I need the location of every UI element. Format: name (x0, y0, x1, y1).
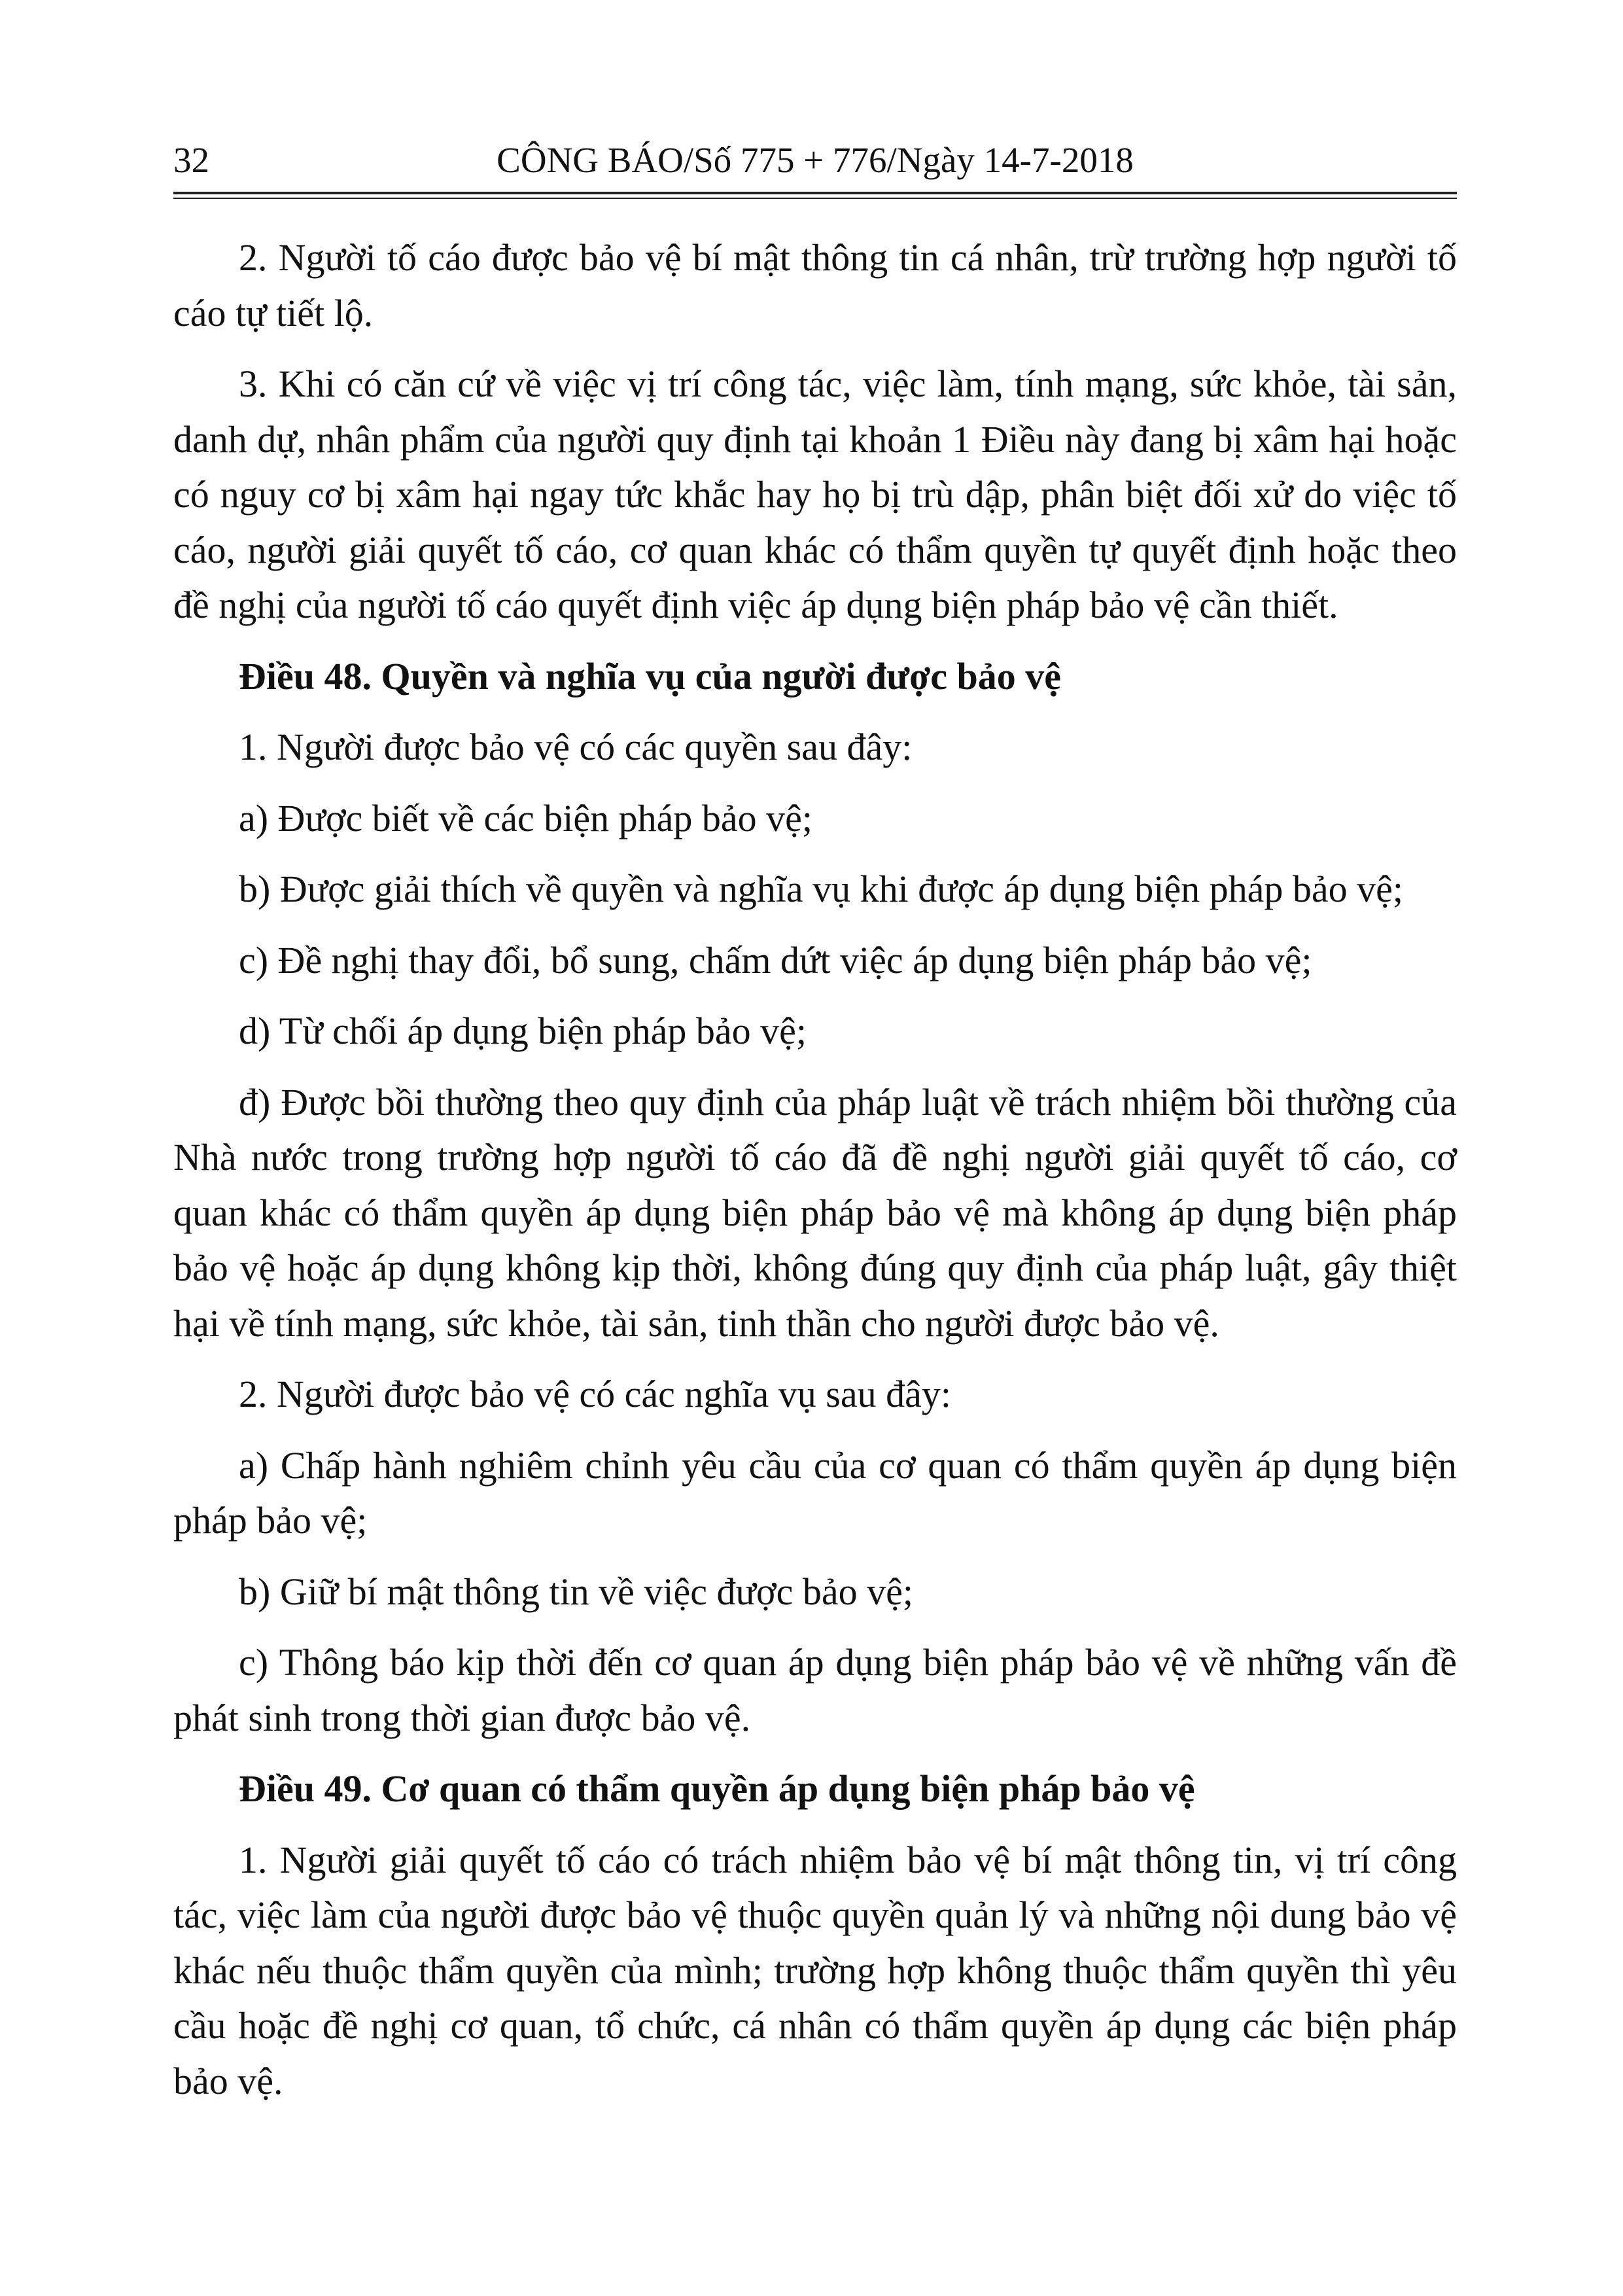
paragraph-right-b: b) Được giải thích về quyền và nghĩa vụ khi được áp dụng biện pháp bảo vệ; (239, 868, 1403, 910)
page-number: 32 (173, 140, 209, 180)
paragraph-obligations-intro: 2. Người được bảo vệ có các nghĩa vụ sau đây: (239, 1373, 951, 1415)
page-header (173, 134, 1457, 186)
header-rule-thin (173, 198, 1457, 199)
paragraph-right-c: c) Đề nghị thay đổi, bổ sung, chấm dứt việc áp dụng biện pháp bảo vệ; (239, 938, 1312, 981)
paragraph-rights-intro: 1. Người được bảo vệ có các quyền sau đây: (239, 726, 913, 768)
paragraph-right-dd: đ) Được bồi thường theo quy định của pháp luật về trách nhiệm bồi thường của Nhà nước trong trường hợp người tố cáo đã đề nghị người giải quyết tố cáo, cơ quan khác có thẩm quyền áp dụng biện pháp bảo vệ mà không áp dụng biện pháp bảo vệ hoặc áp dụng không kịp thời, không đúng quy định của pháp luật, gây thiệt hại về tính mạng, sức khỏe, tài sản, tinh thần cho người được bảo vệ. (173, 1080, 1457, 1345)
paragraph-article-49-clause-1: 1. Người giải quyết tố cáo có trách nhiệm bảo vệ bí mật thông tin, vị trí công tác, việc làm của người được bảo vệ thuộc quyền quản lý và những nội dung bảo vệ khác nếu thuộc thẩm quyền của mình; trường hợp không thuộc thẩm quyền thì yêu cầu hoặc đề nghị cơ quan, tổ chức, cá nhân có thẩm quyền áp dụng các biện pháp bảo vệ. (173, 1838, 1457, 2102)
document-page (173, 134, 1457, 2125)
gazette-title: CÔNG BÁO/Số 775 + 776/Ngày 14-7-2018 (497, 140, 1134, 180)
paragraph-obligation-a: a) Chấp hành nghiêm chỉnh yêu cầu của cơ quan có thẩm quyền áp dụng biện pháp bảo vệ; (173, 1443, 1457, 1542)
paragraph-obligation-c: c) Thông báo kịp thời đến cơ quan áp dụng biện pháp bảo vệ về những vấn đề phát sinh trong thời gian được bảo vệ. (173, 1641, 1457, 1739)
paragraph-obligation-b: b) Giữ bí mật thông tin về việc được bảo vệ; (239, 1570, 913, 1613)
document-body (173, 230, 1457, 2109)
paragraph-right-d: d) Từ chối áp dụng biện pháp bảo vệ; (239, 1010, 807, 1052)
article-49-heading: Điều 49. Cơ quan có thẩm quyền áp dụng biện pháp bảo vệ (239, 1767, 1195, 1810)
article-48-heading: Điều 48. Quyền và nghĩa vụ của người được bảo vệ (239, 654, 1061, 698)
paragraph-clause-3: 3. Khi có căn cứ về việc vị trí công tác, việc làm, tính mạng, sức khỏe, tài sản, danh dự, nhân phẩm của người quy định tại khoản 1 Điều này đang bị xâm hại hoặc có nguy cơ bị xâm hại ngay tức khắc hay họ bị trù dập, phân biệt đối xử do việc tố cáo, người giải quyết tố cáo, cơ quan khác có thẩm quyền tự quyết định hoặc theo đề nghị của người tố cáo quyết định việc áp dụng biện pháp bảo vệ cần thiết. (173, 362, 1457, 626)
header-rule-thick (173, 192, 1457, 194)
paragraph-right-a: a) Được biết về các biện pháp bảo vệ; (239, 796, 812, 839)
paragraph-clause-2: 2. Người tố cáo được bảo vệ bí mật thông tin cá nhân, trừ trường hợp người tố cáo tự tiết lộ. (173, 236, 1457, 334)
